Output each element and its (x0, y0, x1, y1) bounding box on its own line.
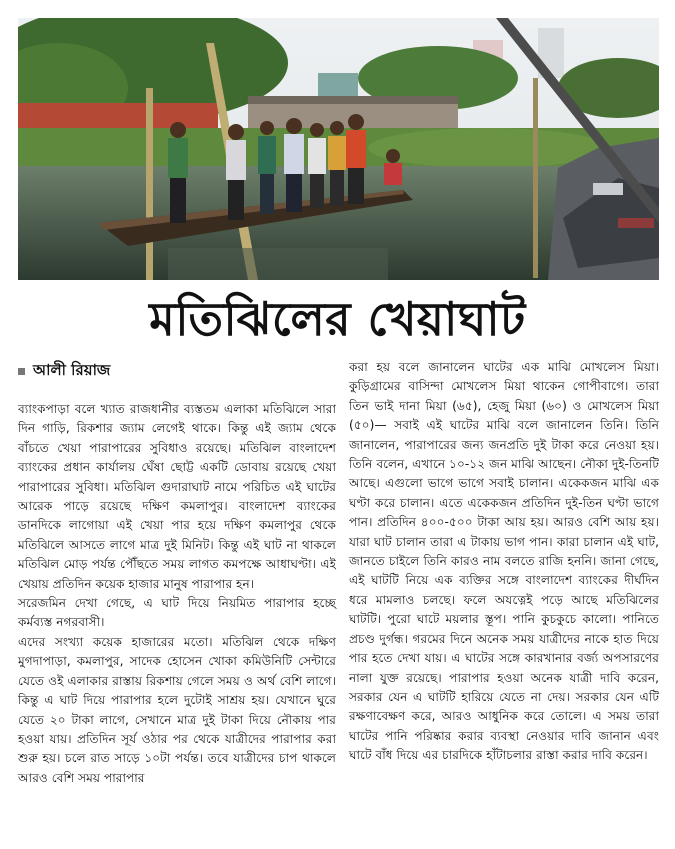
author-name: আলী রিয়াজ (33, 360, 111, 379)
article-column-1 (18, 400, 336, 788)
paragraph: সরেজমিন দেখা গেছে, এ ঘাট দিয়ে নিয়মিত পারাপার হচ্ছে কর্মব্যস্ত নগরবাসী। (18, 596, 336, 630)
article-column-2 (349, 358, 659, 766)
article-photo (18, 18, 659, 280)
paragraph: ব্যাংকপাড়া বলে খ্যাত রাজধানীর ব্যস্ততম এলাকা মতিঝিলে সারা দিন গাড়ি, রিকশার জ্যাম লেগেই থাকে। কিন্তু এই জ্যাম থেকে বাঁচতে খেয়া পারাপারের সুবিধাও রয়েছে। মতিঝিল বাংলাদেশ ব্যাংকের প্রধান কার্যালয় ঘেঁষা ছোট্ট একটি ডোবায় রয়েছে খেয়া পারাপারের সুবিধা। মতিঝিল গুদারাঘাট নামে পরিচিত এই ঘাটের আরেক পাড়ে রয়েছে দক্ষিণ কমলাপুর। বাংলাদেশ ব্যাংকের ডানদিকে লাগোয়া এই খেয়া পার হয়ে দক্ষিণ কমলাপুর থেকে মতিঝিলে আসতে লাগে মাত্র দুই মিনিট। কিন্তু এই ঘাট না থাকলে মতিঝিল মোড় পর্যন্ত পৌঁছতে সময় লাগত কমপক্ষে আধাঘণ্টা। এই খেয়ায় প্রতিদিন কয়েক হাজার মানুষ পারাপার হন। (18, 402, 336, 591)
article-byline (18, 360, 110, 382)
article-headline: মতিঝিলের খেয়াঘাট (149, 292, 526, 346)
paragraph: এদের সংখ্যা কয়েক হাজারের মতো। মতিঝিল থেকে দক্ষিণ মুগদাপাড়া, কমলাপুর, সাদেক হোসেন খোকা কমিউনিটি সেন্টারে যেতে ওই এলাকার রাস্তায় রিকশায় গেলে সময় ও অর্থ বেশি লাগে। কিন্তু এ ঘাট দিয়ে পারাপার হলে দুটোই সাশ্রয় হয়। যেখানে ঘুরে যেতে ২০ টাকা লাগে, সেখানে মাত্র দুই টাকা দিয়ে নৌকায় পার হওয়া যায়। প্রতিদিন সূর্য ওঠার পর থেকে যাত্রীদের পারাপার করা শুরু হয়। চলে রাত সাড়ে ১০টা পর্যন্ত। তবে যাত্রীদের চাপ থাকলে আরও বেশি সময় পারাপার (18, 634, 336, 785)
bullet-square-icon (18, 368, 25, 375)
paragraph: করা হয় বলে জানালেন ঘাটের এক মাঝি মোখলেস মিয়া। কুড়িগ্রামের বাসিন্দা মোখলেস মিয়া থাকেন গোপীবাগে। তারা তিন ভাই দানা মিয়া (৬৫), হেজু মিয়া (৬০) ও মোখলেস মিয়া (৫০)— সবাই এই ঘাটের মাঝি বলে জানালেন তিনি। তিনি জানালেন, পারাপারের জন্য জনপ্রতি দুই টাকা করে নেওয়া হয়। তিনি বলেন, এখানে ১০-১২ জন মাঝি আছেন। নৌকা দুই-তিনটি আছে। এগুলো ভাগে ভাগে সবাই চালান। একেকজন মাঝি এক ঘণ্টা করে চালান। এতে একেকজন প্রতিদিন দুই-তিন ঘণ্টা ভাগে পান। প্রতিদিন ৪০০-৫০০ টাকা আয় হয়। আরও বেশি আয় হয়। যারা ঘাট চালান তারা এ টাকায় ভাগ পান। কারা চালান এই ঘাট, জানতে চাইলে তিনি কারও নাম বলতে রাজি হননি। জানা গেছে, এই ঘাটটি নিয়ে এক ব্যক্তির সঙ্গে বাংলাদেশ ব্যাংকের দীর্ঘদিন ধরে মামলাও চলছে। ফলে অযত্নেই পড়ে আছে মতিঝিলের ঘাটটি। পুরো ঘাটে ময়লার স্তূপ। পানি কুচকুচে কালো। পানিতে প্রচণ্ড দুর্গন্ধ। গরমের দিনে অনেক সময় যাত্রীদের নাকে হাত দিয়ে পার হতে দেখা যায়। এ ঘাটের সঙ্গে কারখানার বর্জ্য অপসারণের নালা যুক্ত রয়েছে। পারাপার হওয়া অনেক যাত্রী দাবি করেন, সরকার যেন এ ঘাটটি হারিয়ে যেতে না দেয়। সরকার যেন এটি রক্ষণাবেক্ষণ করে, আরও আধুনিক করে তোলে। এ সময় তারা ঘাটের পানি পরিষ্কার করার ব্যবস্থা নেওয়ার দাবি জানান এবং ঘাটে বাঁধ দিয়ে এর চারদিকে হাঁটাচলার রাস্তা করার দাবি করেন। (349, 360, 659, 763)
